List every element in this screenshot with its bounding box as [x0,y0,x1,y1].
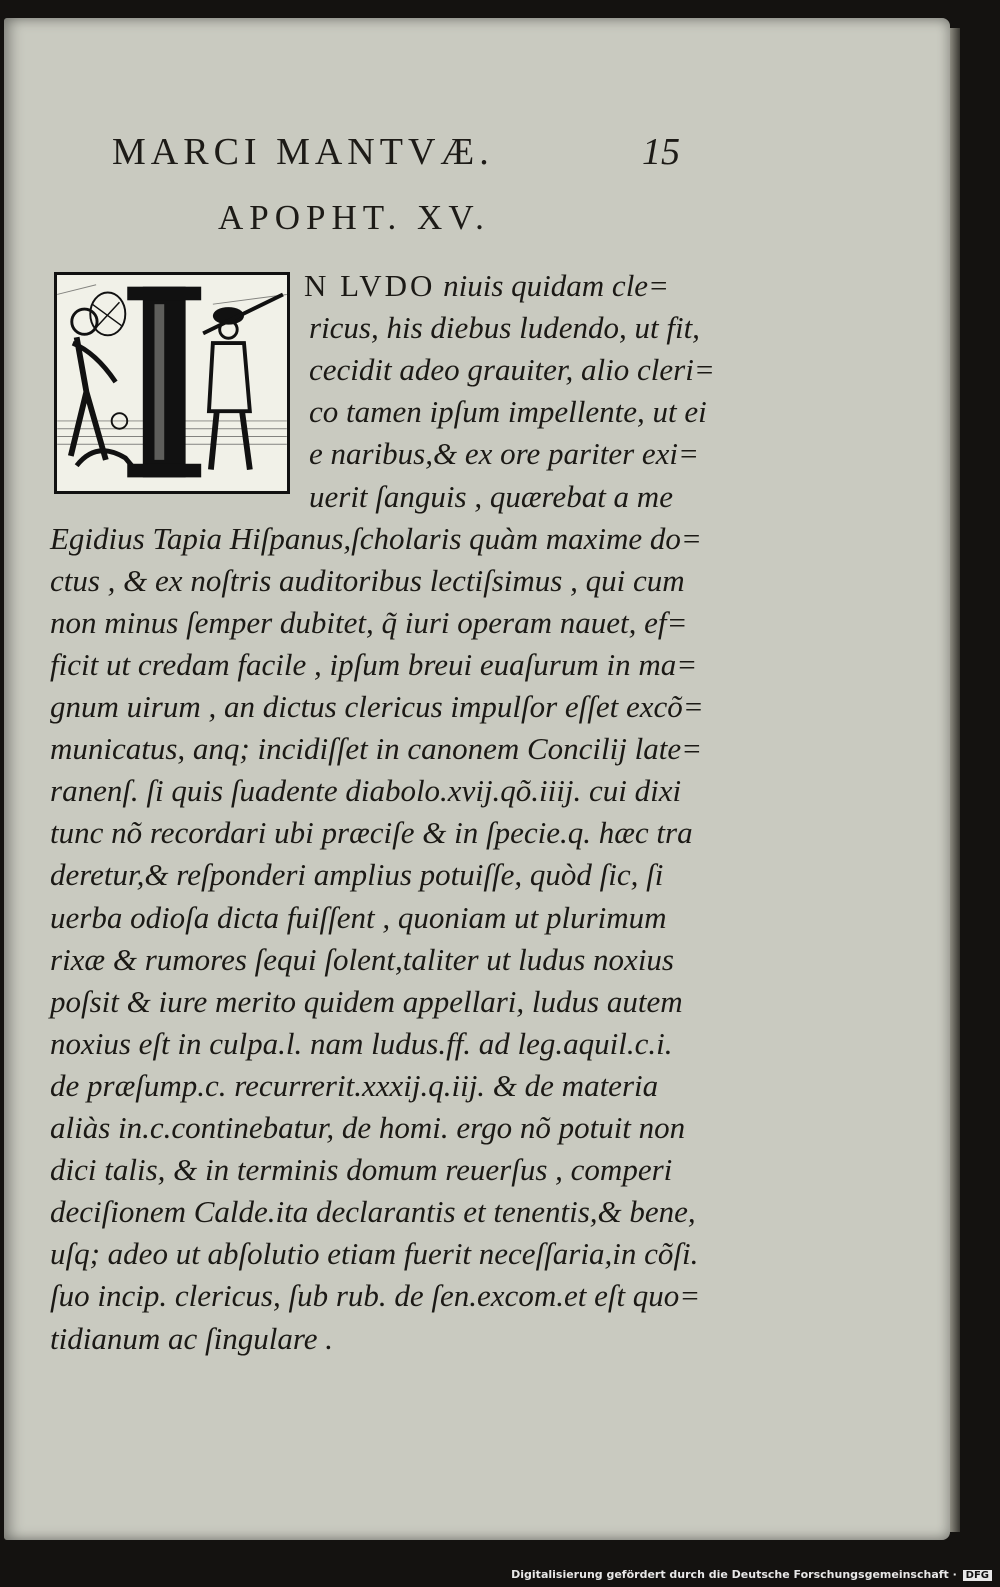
text-line: deretur,& reſponderi amplius potuiſſe, quòd ſic, ſi [50,857,664,893]
footer-credit [511,1568,992,1581]
text-line: Egidius Tapia Hiſpanus,ſcholaris quàm maxime do= [50,520,702,556]
footer-text: Digitalisierung gefördert durch die Deutsche Forschungsgemeinschaft · [511,1568,957,1581]
text-line: uerba odioſa dicta fuiſſent , quoniam ut plurimum [50,899,667,935]
page-edge [950,28,960,1532]
text-line: ſuo incip. clericus, ſub rub. de ſen.excom.et eſt quo= [50,1278,701,1314]
text-line: aliàs in.c.continebatur, de homi. ergo nõ potuit non [50,1110,686,1145]
text-line: tidianum ac ſingulare . [50,1320,333,1356]
text-line: dici talis, & in terminis domum reuerſus , comperi [50,1152,673,1188]
text-line: e naribus,& ex ore pariter exi= [309,436,699,472]
text-line: tunc nõ recordari ubi præciſe & in ſpecie.q. hæc tra [50,815,693,851]
text-line: de præſump.c. recurrerit.xxxij.q.iij. & de materia [50,1067,659,1103]
text-line: rixæ & rumores ſequi ſolent,taliter ut ludus noxius [50,941,674,977]
text-line: poſsit & iure merito quidem appellari, ludus autem [50,983,683,1019]
running-title: MARCI MANTVÆ. [112,131,494,173]
text-line: uerit ſanguis , quærebat a me [309,478,673,514]
section-title: APOPHT. XV. [218,198,490,237]
text-line: ficit ut credam facile , ipſum breui euaſurum in ma= [50,646,698,682]
text-line: gnum uirum , an dictus clericus impulſor eſſet excõ= [50,689,704,724]
text-line: non minus ſemper dubitet, q̃ iuri operam nauet, ef= [50,604,688,640]
text-line: deciſionem Calde.ita declarantis et tenentis,& bene, [50,1194,696,1230]
text-line: municatus, anq; incidiſſet in canonem Concilij late= [50,731,703,767]
text-line: ctus , & ex noſtris auditoribus lectiſsimus , qui cum [50,562,685,598]
text-line [304,268,669,304]
page-number: 15 [642,131,680,173]
text-line: ranenſ. ſi quis ſuadente diabolo.xvij.qõ.iiij. cui dixi [50,773,682,809]
woodcut-initial-i [54,272,290,494]
text-line: ricus, his diebus ludendo, ut fit, [309,310,700,346]
first-line-caps: N LVDO [304,268,436,303]
woodcut-illustration [57,275,287,491]
text-line: noxius eſt in culpa.l. nam ludus.ff. ad leg.aquil.c.i. [50,1025,673,1061]
running-header [112,130,712,174]
first-line-rest: niuis quidam cle= [435,268,669,303]
text-line: co tamen ipſum impellente, ut ei [309,394,707,430]
book-page [4,18,950,1540]
dfg-logo: DFG [963,1570,992,1581]
text-line: uſq; adeo ut abſolutio etiam fuerit neceſſaria,in cõſi. [50,1236,699,1272]
text-line: cecidit adeo grauiter, alio cleri= [309,352,715,388]
